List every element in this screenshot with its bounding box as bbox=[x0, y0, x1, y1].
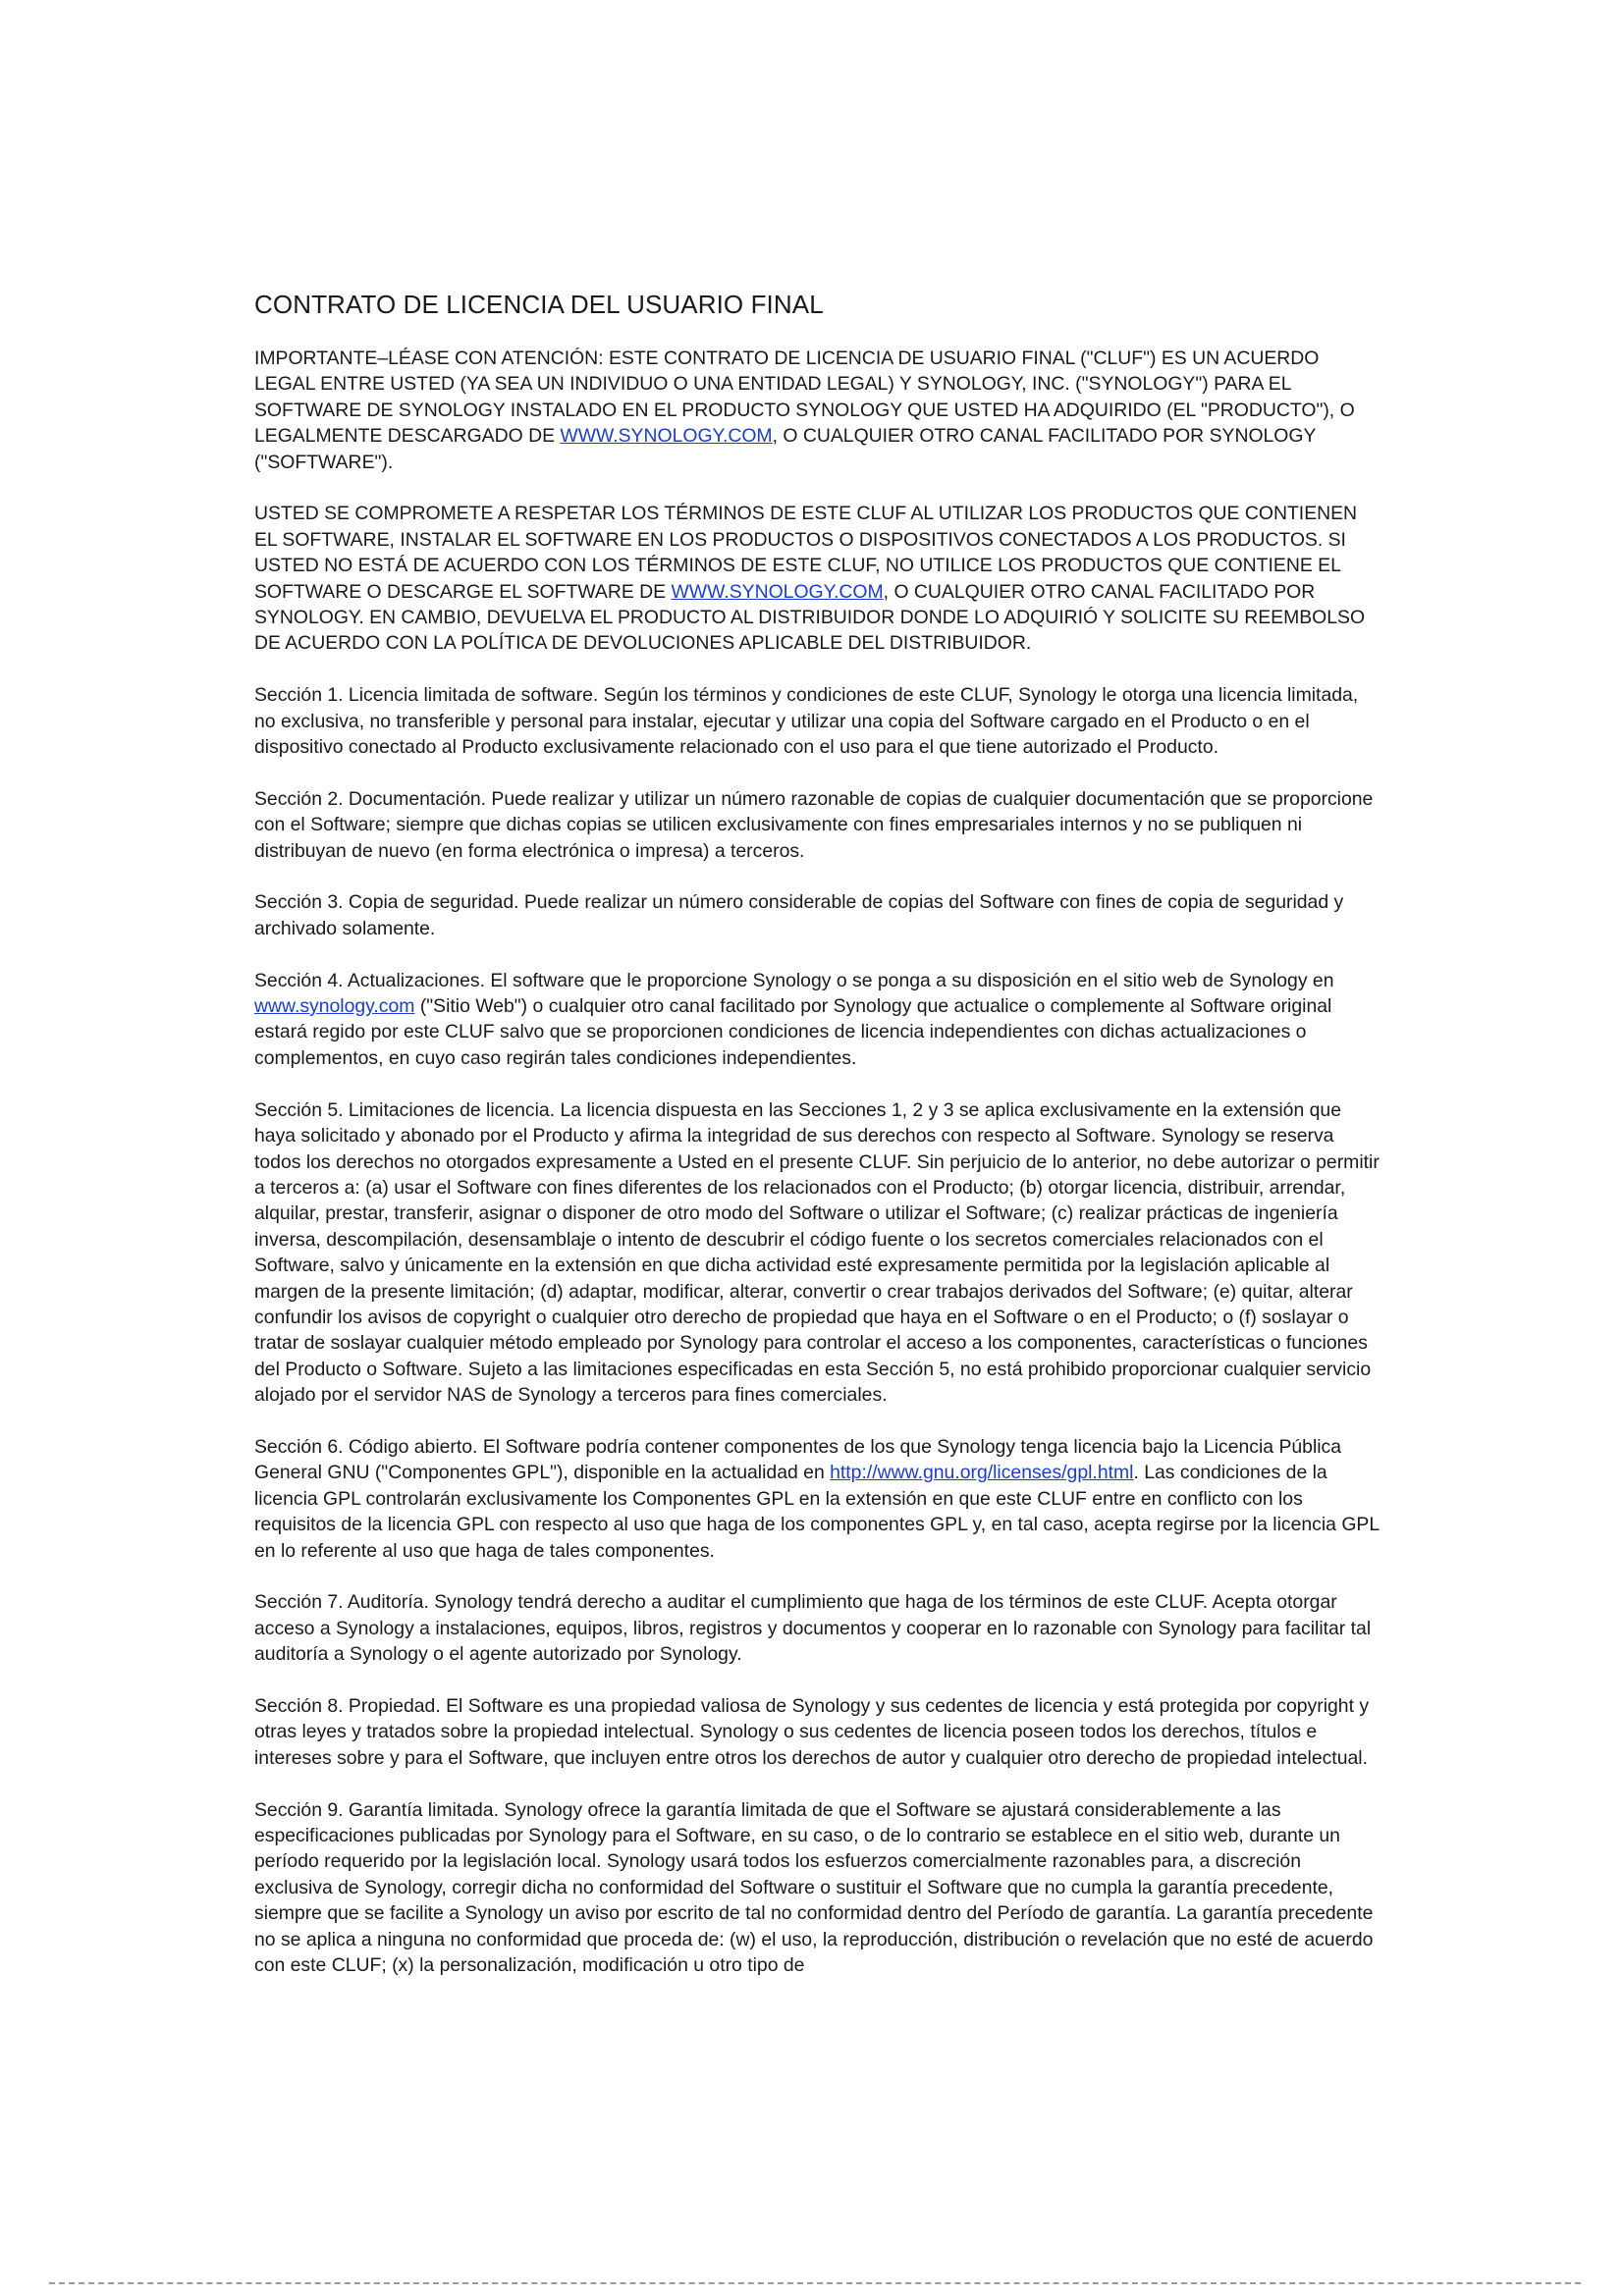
section-9-paragraph: Sección 9. Garantía limitada. Synology ofrece la garantía limitada de que el Software se ajustará considerablemente a las especificaciones publicadas por Synology para el Software, en su caso, o de lo contrario se establece en el sitio web, durante un período requerido por la legislación local. Synology usará todos los esfuerzos comercialmente razonables para, a discreción exclusiva de Synology, corregir dicha no conformidad del Software o sustituir el Software que no cumpla la garantía precedente, siempre que se facilite a Synology un aviso por escrito de tal no conformidad dentro del Período de garantía. La garantía precedente no se aplica a ninguna no conformidad que proceda de: (w) el uso, la reproducción, distribución o revelación que no esté de acuerdo con este CLUF; (x) la personalización, modificación u otro tipo de bbox=[254, 1798, 1374, 1977]
intro-paragraph-2: USTED SE COMPROMETE A RESPETAR LOS TÉRMINOS DE ESTE CLUF AL UTILIZAR LOS PRODUCTOS QUE CONTIENEN EL SOFTWARE, INSTALAR EL SOFTWARE EN LOS PRODUCTOS O DISPOSITIVOS CONECTADOS A LOS PRODUCTOS. SI USTED NO ESTÁ DE ACUERDO CON LOS TÉRMINOS DE ESTE CLUF, NO UTILICE LOS PRODUCTOS QUE CONTIENE EL SOFTWARE O DESCARGE EL SOFTWARE DE WWW.SYNOLOGY.COM, O CUALQUIER OTRO CANAL FACILITADO POR SYNOLOGY. EN CAMBIO, DEVUELVA EL PRODUCTO AL DISTRIBUIDOR DONDE LO ADQUIRIÓ Y SOLICITE SU REEMBOLSO DE ACUERDO CON LA POLÍTICA DE DEVOLUCIONES APLICABLE DEL DISTRIBUIDOR. bbox=[254, 503, 1366, 655]
section-7-paragraph: Sección 7. Auditoría. Synology tendrá derecho a auditar el cumplimiento que haga de los términos de este CLUF. Acepta otorgar acceso a Synology a instalaciones, equipos, libros, registros y documentos y cooperar en lo razonable con Synology para facilitar tal auditoría a Synology o el agente autorizado por Synology. bbox=[254, 1591, 1372, 1666]
section-6-paragraph: Sección 6. Código abierto. El Software podría contener componentes de los que Synology tenga licencia bajo la Licencia Pública General GNU ("Componentes GPL"), disponible en la actualidad en http://www.gnu.org/licenses/gpl.html. Las condiciones de la licencia GPL controlarán exclusivamente los Componentes GPL en la extensión en que este CLUF entre en conflicto con los requisitos de la licencia GPL con respecto al uso que haga de los componentes GPL y, en tal caso, acepta regirse por la licencia GPL en lo referente al uso que haga de tales componentes. bbox=[254, 1435, 1380, 1562]
synology-link[interactable]: WWW.SYNOLOGY.COM bbox=[671, 580, 884, 603]
section-2-paragraph: Sección 2. Documentación. Puede realizar y utilizar un número razonable de copias de cualquier documentación que se proporcione con el Software; siempre que dichas copias se utilicen exclusivamente con fines empresariales internos y no se publiquen ni distribuyan de nuevo (en forma electrónica o impresa) a terceros. bbox=[254, 787, 1374, 862]
section-4-paragraph: Sección 4. Actualizaciones. El software que le proporcione Synology o se ponga a su disposición en el sitio web de Synology en www.synology.com ("Sitio Web") o cualquier otro canal facilitado por Synology que actualice o complemente al Software original estará regido por este CLUF salvo que se proporcionen condiciones de licencia independientes con dichas actualizaciones o complementos, en cuyo caso regirán tales condiciones independientes. bbox=[254, 969, 1334, 1069]
document-page bbox=[254, 289, 1383, 2004]
intro-paragraph-1: IMPORTANTE–LÉASE CON ATENCIÓN: ESTE CONTRATO DE LICENCIA DE USUARIO FINAL ("CLUF") ES UN ACUERDO LEGAL ENTRE USTED (YA SEA UN INDIVIDUO O UNA ENTIDAD LEGAL) Y SYNOLOGY, INC. ("SYNOLOGY") PARA EL SOFTWARE DE SYNOLOGY INSTALADO EN EL PRODUCTO SYNOLOGY QUE USTED HA ADQUIRIDO (EL "PRODUCTO"), O LEGALMENTE DESCARGADO DE WWW.SYNOLOGY.COM, O CUALQUIER OTRO CANAL FACILITADO POR SYNOLOGY ("SOFTWARE"). bbox=[254, 347, 1355, 473]
synology-link[interactable]: WWW.SYNOLOGY.COM bbox=[560, 425, 773, 448]
section-8-paragraph: Sección 8. Propiedad. El Software es una propiedad valiosa de Synology y sus cedentes de licencia y está protegida por copyright y otras leyes y tratados sobre la propiedad intelectual. Synology o sus cedentes de licencia poseen todos los derechos, títulos e intereses sobre y para el Software, que incluyen entre otros los derechos de autor y cualquier otro derecho de propiedad intelectual. bbox=[254, 1694, 1370, 1769]
gpl-license-link[interactable]: http://www.gnu.org/licenses/gpl.html bbox=[830, 1462, 1134, 1484]
page-title: CONTRATO DE LICENCIA DEL USUARIO FINAL bbox=[254, 290, 824, 319]
page-bottom-divider bbox=[49, 2282, 1581, 2284]
section-1-paragraph: Sección 1. Licencia limitada de software. Según los términos y condiciones de este CLUF, Synology le otorga una licencia limitada, no exclusiva, no transferible y personal para instalar, ejecutar y utilizar una copia del Software cargado en el Producto o en el dispositivo conectado al Producto exclusivamente relacionado con el uso para el que tiene autorizado el Producto. bbox=[254, 684, 1359, 759]
synology-website-link[interactable]: www.synology.com bbox=[254, 995, 415, 1018]
section-5-paragraph: Sección 5. Limitaciones de licencia. La licencia dispuesta en las Secciones 1, 2 y 3 se aplica exclusivamente en la extensión que haya solicitado y abonado por el Producto y afirma la integridad de sus derechos con respecto al Software. Synology se reserva todos los derechos no otorgados expresamente a Usted en el presente CLUF. Sin perjuicio de lo anterior, no debe autorizar o permitir a terceros a: (a) usar el Software con fines diferentes de los relacionados con el Producto; (b) otorgar licencia, distribuir, arrendar, alquilar, prestar, transferir, asignar o disponer de otro modo del Software o utilizar el Software; (c) realizar prácticas de ingeniería inversa, descompilación, desensamblaje o intento de descubrir el código fuente o los secretos comerciales relacionados con el Software, salvo y únicamente en la extensión en que dicha actividad esté expresamente permitida por la legislación aplicable al margen de la presente limitación; (d) adaptar, modificar, alterar, convertir o crear trabajos derivados del Software; (e) quitar, alterar confundir los avisos de copyright o cualquier otro derecho de propiedad que haya en el Software o en el Producto; o (f) soslayar o tratar de soslayar cualquier método empleado por Synology para controlar el acceso a los componentes, características o funciones del Producto o Software. Sujeto a las limitaciones especificadas en esta Sección 5, no está prohibido proporcionar cualquier servicio alojado por el servidor NAS de Synology a terceros para fines comerciales. bbox=[254, 1098, 1380, 1407]
section-3-paragraph: Sección 3. Copia de seguridad. Puede realizar un número considerable de copias del Software con fines de copia de seguridad y archivado solamente. bbox=[254, 891, 1344, 939]
